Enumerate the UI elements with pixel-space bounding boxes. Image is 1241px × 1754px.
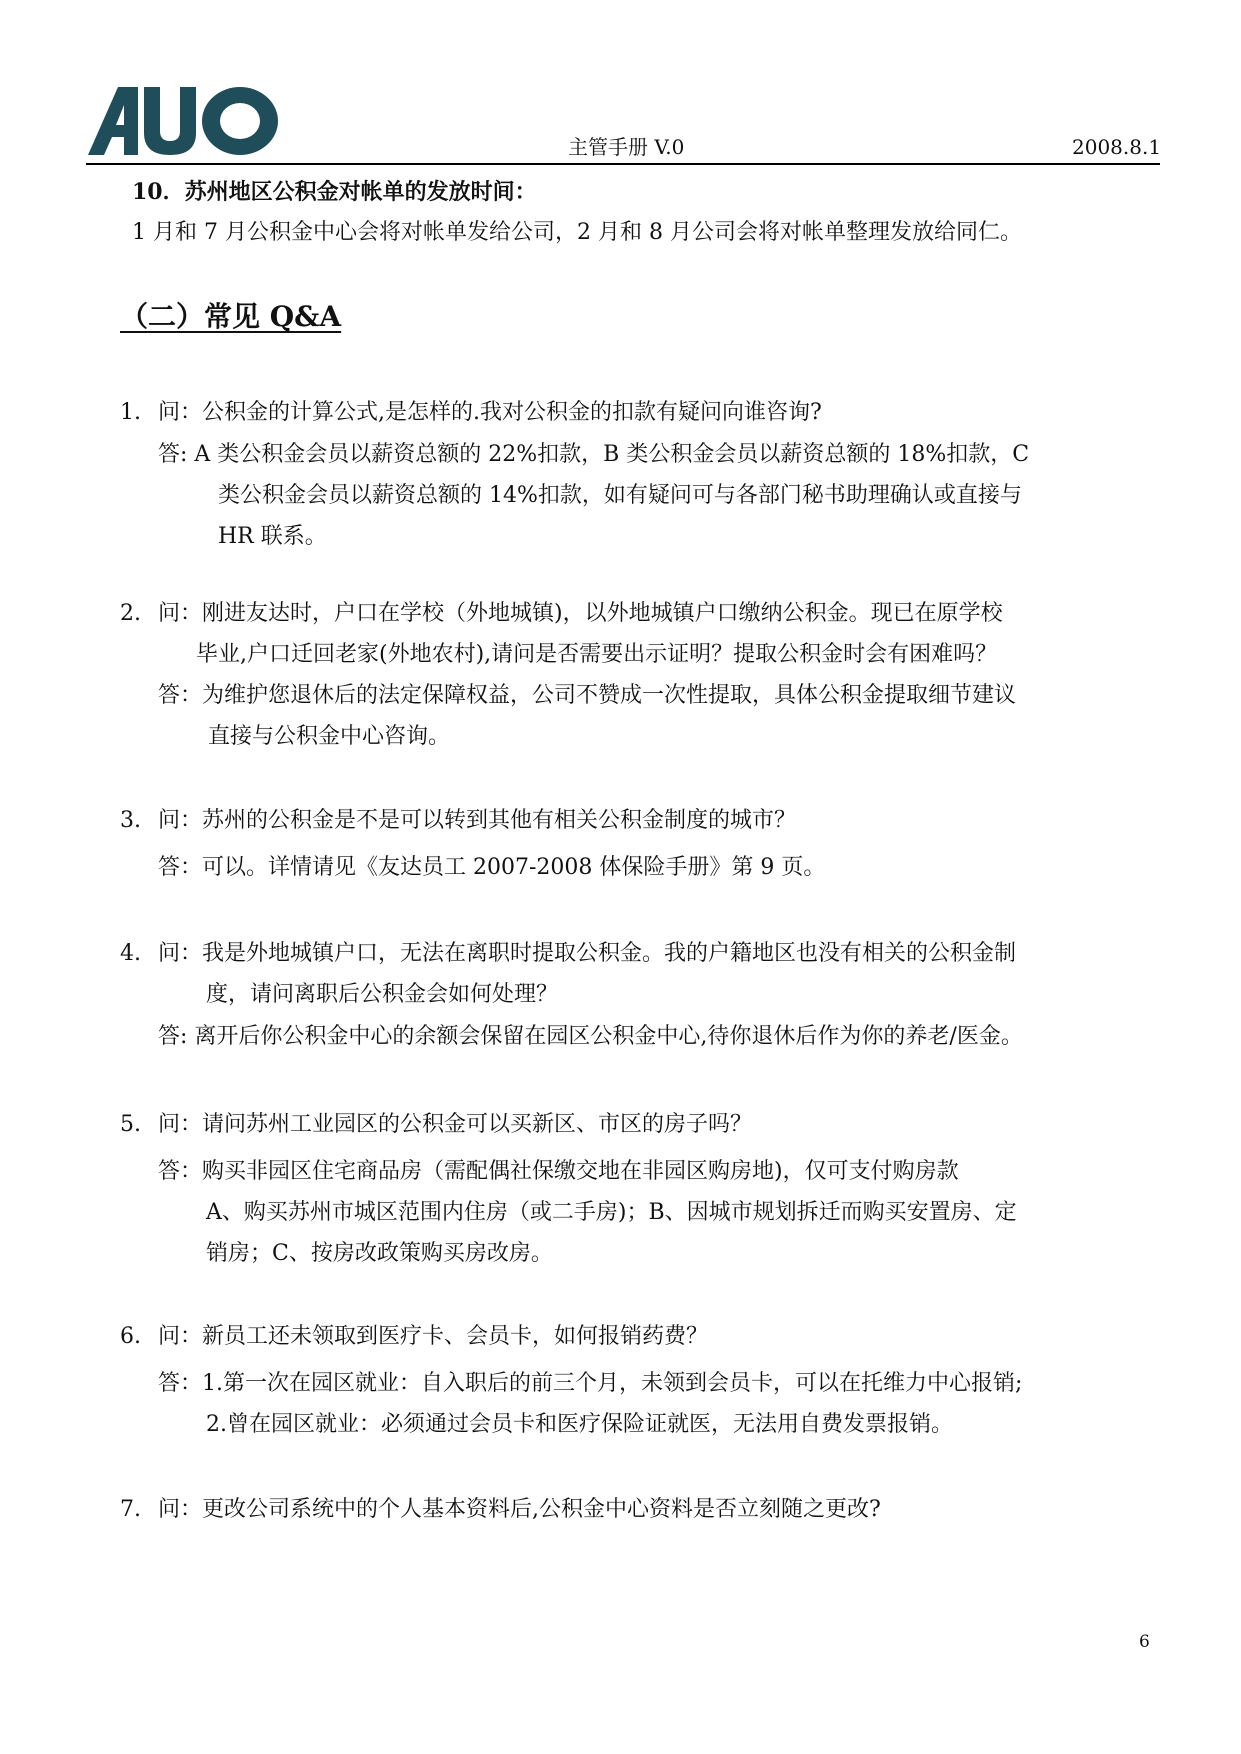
- header-divider: [86, 163, 1160, 165]
- qa-2-question: 2. 问：刚进友达时，户口在学校（外地城镇)，以外地城镇户口缴纳公积金。现已在原学校: [120, 599, 1003, 629]
- qa-2-question-cont: 毕业,户口迁回老家(外地农村),请问是否需要出示证明？提取公积金时会有困难吗？: [196, 642, 998, 667]
- section-10-body: 1 月和 7 月公积金中心会将对帐单发给公司，2 月和 8 月公司会将对帐单整理发放给同仁。: [132, 220, 1022, 245]
- qa-number: 4.: [120, 941, 141, 966]
- qa-1-question: 1. 问：公积金的计算公式,是怎样的.我对公积金的扣款有疑问向谁咨询?: [120, 398, 822, 428]
- qa-number: 6.: [120, 1324, 141, 1349]
- section-10-title: 10．苏州地区公积金对帐单的发放时间：: [132, 179, 537, 205]
- qa-5-answer-cont: A、购买苏州市城区范围内住房（或二手房)；B、因城市规划拆迁而购买安置房、定: [206, 1200, 1017, 1225]
- qa-number: 5.: [120, 1112, 141, 1137]
- qa-3-question: 3. 问：苏州的公积金是不是可以转到其他有相关公积金制度的城市？: [120, 806, 796, 836]
- qa-1-answer-cont: 类公积金会员以薪资总额的 14%扣款，如有疑问可与各部门秘书助理确认或直接与: [218, 483, 1022, 508]
- manual-version: 主管手册 V.0: [568, 135, 685, 159]
- qa-6-question: 6. 问：新员工还未领取到医疗卡、会员卡，如何报销药费？: [120, 1322, 708, 1352]
- auo-logo: [88, 85, 278, 157]
- qa-7-question: 7. 问：更改公司系统中的个人基本资料后,公积金中心资料是否立刻随之更改?: [120, 1495, 881, 1525]
- qa-number: 1.: [120, 400, 141, 425]
- page-number: 6: [1139, 1632, 1150, 1652]
- qa-2-answer-cont: 直接与公积金中心咨询。: [208, 724, 451, 749]
- qa-6-answer-cont: 2.曾在园区就业：必须通过会员卡和医疗保险证就医，无法用自费发票报销。: [206, 1412, 953, 1437]
- qa-1-answer: 答: A 类公积金会员以薪资总额的 22%扣款，B 类公积金会员以薪资总额的 18%扣款，C: [158, 442, 1030, 467]
- header-date: 2008.8.1: [1072, 135, 1162, 159]
- qa-4-question-cont: 度，请问离职后公积金会如何处理？: [206, 982, 559, 1007]
- qa-1-answer-cont: HR 联系。: [218, 524, 327, 549]
- qa-5-answer-cont: 销房；C、按房改政策购买房改房。: [206, 1241, 553, 1266]
- qa-number: 7.: [120, 1497, 141, 1522]
- qa-5-answer: 答：购买非园区住宅商品房（需配偶社保缴交地在非园区购房地)，仅可支付购房款: [158, 1159, 959, 1184]
- qa-4-question: 4. 问：我是外地城镇户口，无法在离职时提取公积金。我的户籍地区也没有相关的公积金制: [120, 939, 1016, 969]
- qa-2-answer: 答：为维护您退休后的法定保障权益，公司不赞成一次性提取，具体公积金提取细节建议: [158, 683, 1017, 708]
- qa-6-answer: 答：1.第一次在园区就业：自入职后的前三个月，未领到会员卡，可以在托维力中心报销;: [158, 1371, 1023, 1396]
- qa-3-answer: 答：可以。详情请见《友达员工 2007-2008 体保险手册》第 9 页。: [158, 855, 826, 880]
- qa-heading: （二）常见 Q&A: [120, 300, 342, 333]
- qa-number: 2.: [120, 601, 141, 626]
- qa-5-question: 5. 问：请问苏州工业园区的公积金可以买新区、市区的房子吗？: [120, 1110, 752, 1140]
- qa-number: 3.: [120, 808, 141, 833]
- qa-4-answer: 答: 离开后你公积金中心的余额会保留在园区公积金中心,待你退休后作为你的养老/医金。: [158, 1024, 1023, 1049]
